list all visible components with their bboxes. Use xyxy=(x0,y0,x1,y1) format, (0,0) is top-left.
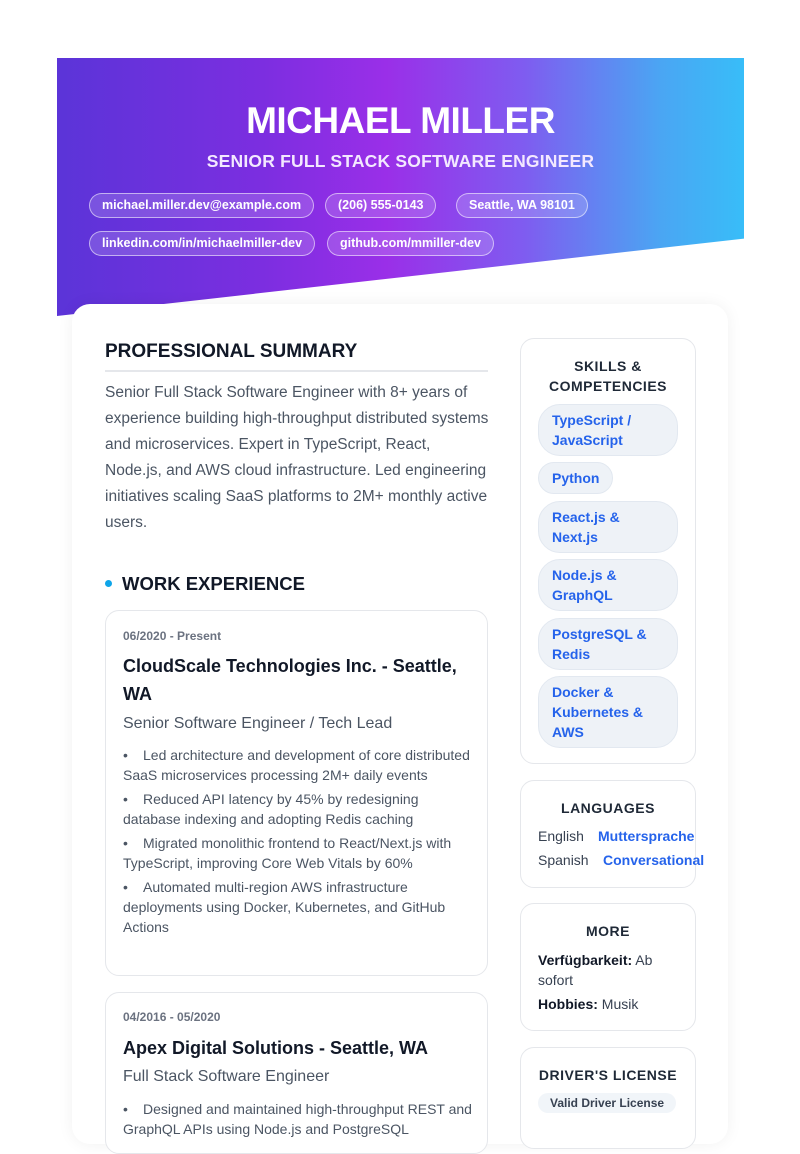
candidate-name: MICHAEL MILLER xyxy=(246,100,555,141)
list-item: • Migrated monolithic frontend to React/Next.js with TypeScript, improving Core Web Vitals by 60% xyxy=(123,835,452,871)
list-item: • Designed and maintained high-throughput REST and GraphQL APIs using Node.js and PostgreSQL xyxy=(123,1101,472,1137)
license-badge: Valid Driver License xyxy=(538,1093,676,1113)
summary-divider xyxy=(105,370,488,372)
more-panel xyxy=(520,903,696,1031)
skills-heading: SKILLS & COMPETENCIES xyxy=(548,358,667,394)
list-item: • Led architecture and development of core distributed SaaS microservices processing 2M+ daily events xyxy=(123,747,470,783)
languages-heading: LANGUAGES xyxy=(561,800,655,816)
candidate-role: SENIOR FULL STACK SOFTWARE ENGINEER xyxy=(206,151,595,171)
languages-panel xyxy=(520,780,705,888)
job-bullets xyxy=(123,745,475,941)
availability-line: Verfügbarkeit: Ab sofort xyxy=(538,952,653,988)
summary-text: Senior Full Stack Software Engineer with 8+ years of experience building high-throughput distributed systems and microservices. Expert in TypeScript, React, Node.js, and AWS cloud infrastructure. Led engineering initiatives scaling SaaS platforms to 2M+ monthly active users. xyxy=(105,384,489,531)
skills-panel xyxy=(520,338,696,764)
language-name: English xyxy=(538,828,584,844)
contact-github[interactable]: github.com/mmiller-dev xyxy=(327,231,494,256)
language-name: Spanish xyxy=(538,852,589,868)
skill-chip: Docker & Kubernetes & AWS xyxy=(538,676,678,748)
job-bullets xyxy=(123,1099,475,1143)
list-item: • Reduced API latency by 45% by redesigning database indexing and adopting Redis caching xyxy=(123,791,419,827)
language-level: Conversational xyxy=(603,852,705,868)
work-heading: WORK EXPERIENCE xyxy=(122,573,305,594)
contact-linkedin[interactable]: linkedin.com/in/michaelmiller-dev xyxy=(89,231,315,256)
license-heading: DRIVER'S LICENSE xyxy=(538,1067,678,1083)
job-card xyxy=(105,610,488,976)
list-item: • Automated multi-region AWS infrastructure deployments using Docker, Kubernetes, and GitHub Actions xyxy=(123,879,446,935)
job-date: 06/2020 - Present xyxy=(123,629,222,643)
language-level: Muttersprache xyxy=(598,828,695,844)
skill-chip: Node.js & GraphQL xyxy=(538,559,678,611)
skill-chip: React.js & Next.js xyxy=(538,501,678,553)
skill-chip: Python xyxy=(538,462,613,494)
more-heading: MORE xyxy=(586,923,630,939)
job-title: Senior Software Engineer / Tech Lead xyxy=(123,715,393,732)
skill-chip: PostgreSQL & Redis xyxy=(538,618,678,670)
license-panel xyxy=(520,1047,696,1149)
job-card xyxy=(105,992,488,1154)
contact-phone[interactable]: (206) 555-0143 xyxy=(325,193,436,218)
hobbies-line: Hobbies: Musik xyxy=(538,996,639,1012)
job-company: Apex Digital Solutions - Seattle, WA xyxy=(123,1038,429,1058)
job-date: 04/2016 - 05/2020 xyxy=(123,1010,221,1024)
contact-email[interactable]: michael.miller.dev@example.com xyxy=(89,193,314,218)
header-banner xyxy=(57,58,744,316)
skill-chip: TypeScript / JavaScript xyxy=(538,404,678,456)
contact-location: Seattle, WA 98101 xyxy=(456,193,588,218)
section-bullet-icon xyxy=(105,580,112,587)
job-title: Full Stack Software Engineer xyxy=(123,1068,330,1085)
job-company: CloudScale Technologies Inc. - Seattle, WA xyxy=(123,656,457,704)
summary-heading: PROFESSIONAL SUMMARY xyxy=(105,341,358,362)
